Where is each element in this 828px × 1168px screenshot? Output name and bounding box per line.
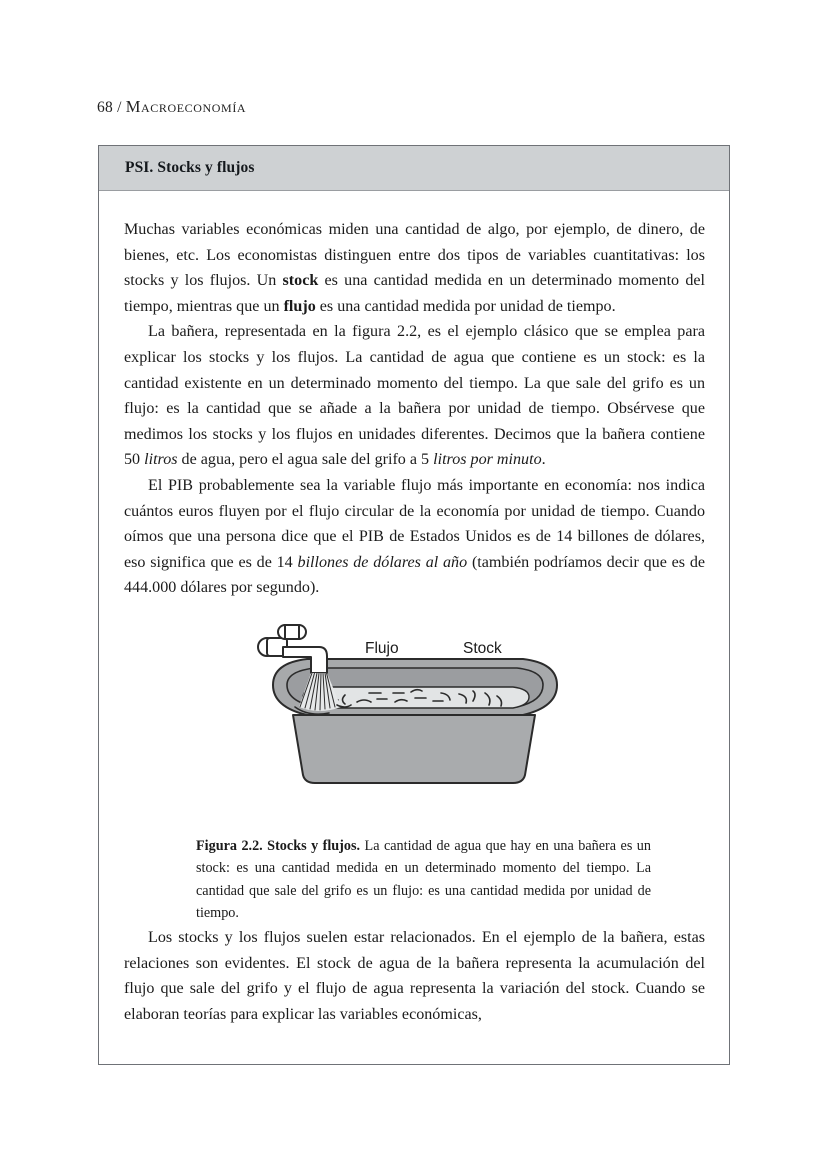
figure-label-flujo: Flujo <box>364 639 399 657</box>
psi-box-body <box>99 191 729 1027</box>
psi-box <box>98 145 730 1065</box>
figure-caption: Figura 2.2. Stocks y flujos. La cantidad de agua que hay en una bañera es un stock: es una cantidad medida en un determinado momento del tiempo. La cantidad que sale del grifo es un flujo: es una cantidad medida por unidad de tiempo. <box>196 837 651 922</box>
psi-box-title: PSI. Stocks y flujos <box>125 159 255 176</box>
bathtub-illustration <box>245 623 585 823</box>
faucet-knob-bridge <box>285 625 299 639</box>
paragraph-4: Los stocks y los flujos suelen estar relacionados. En el ejemplo de la bañera, estas relaciones son evidentes. El stock de agua de la bañera representa la acumulación del flujo que sale del grifo y el flujo de agua representa la variación del stock. Cuando se elaboran teorías para explicar las variables económicas, <box>124 928 705 1023</box>
paragraph-2: La bañera, representada en la figura 2.2, es el ejemplo clásico que se emplea para explicar los stocks y los flujos. La cantidad de agua que contiene es un stock: es la cantidad existente en un determinado momento del tiempo. La que sale del grifo es un flujo: es la cantidad que se añade a la bañera por unidad de tiempo. Obsérvese que medimos los stocks y los flujos en unidades diferentes. Decimos que la bañera contiene 50 litros de agua, pero el agua sale del grifo a 5 litros por minuto. <box>124 323 705 469</box>
figure-label-stock: Stock <box>462 639 502 657</box>
paragraph-1: Muchas variables económicas miden una cantidad de algo, por ejemplo, de dinero, de bienes, etc. Los economistas distinguen entre dos tipos de variables cuantitativas: los stocks y los flujos. Un stock es una cantidad medida en un determinado momento del tiempo, mientras que un flujo es una cantidad medida por unidad de tiempo. <box>124 221 705 315</box>
figure-bathtub <box>124 623 705 823</box>
running-head-separator: / <box>117 99 122 116</box>
book-title: Macroeconomía <box>125 97 247 116</box>
paragraph-3: El PIB probablemente sea la variable flujo más importante en economía: nos indica cuántos euros fluyen por el flujo circular de la economía por unidad de tiempo. Cuando oímos que una persona dice que el PIB de Estados Unidos es de 14 billones de dólares, eso significa que es de 14 billones de dólares al año (también podríamos decir que es de 444.000 dólares por segundo). <box>124 476 706 597</box>
running-head <box>97 97 246 117</box>
tub-front-panel <box>293 715 535 783</box>
psi-box-header <box>99 146 729 191</box>
page-number: 68 <box>97 99 114 116</box>
